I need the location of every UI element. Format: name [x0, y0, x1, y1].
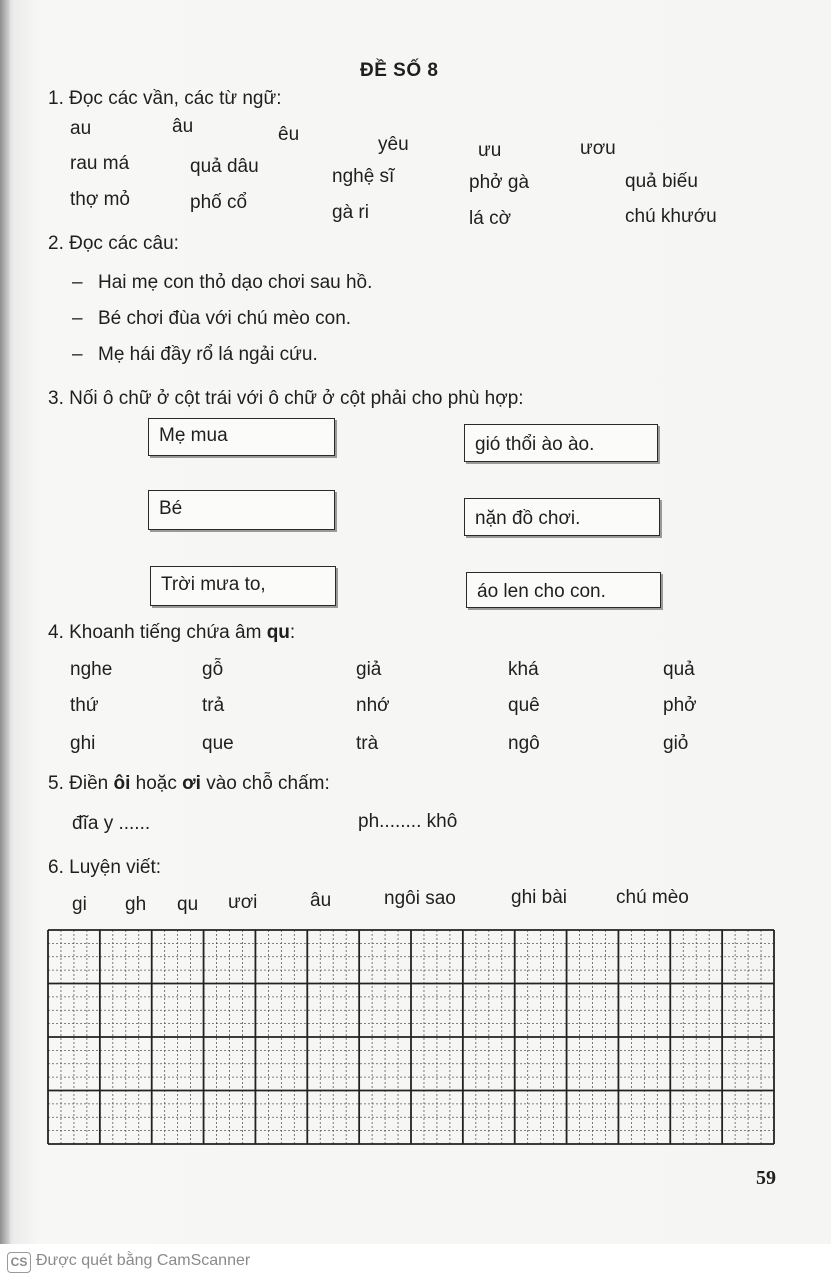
q5-heading — [48, 773, 330, 795]
dash-bullet: – — [72, 344, 83, 365]
q4-heading-bold: qu — [266, 622, 290, 643]
q4-word[interactable]: gỗ — [202, 659, 224, 680]
q3-heading: 3. Nối ô chữ ở cột trái với ô chữ ở cột phải cho phù hợp: — [48, 388, 524, 409]
q5-blank-1[interactable]: đĩa y ...... — [72, 813, 151, 834]
camscanner-logo-icon: CS — [7, 1252, 31, 1273]
q1-word: phố cổ — [190, 192, 248, 213]
match-left-box[interactable]: Bé — [148, 490, 335, 530]
q5-option-2: ơi — [182, 773, 201, 794]
q1-vowel: ưu — [478, 140, 502, 161]
q6-item: âu — [310, 890, 332, 911]
q1-vowel: au — [70, 118, 92, 139]
q4-word[interactable]: khá — [508, 659, 539, 680]
q1-word: phở gà — [469, 172, 530, 193]
q2-sentence — [72, 344, 318, 366]
q5-heading-mid: hoặc — [130, 773, 183, 794]
q5-heading-prefix: 5. Điền — [48, 773, 114, 794]
page-edge-shadow — [0, 0, 10, 1244]
q1-word: thợ mỏ — [70, 189, 130, 210]
q4-word[interactable]: thứ — [70, 695, 99, 716]
q1-word: chú khướu — [625, 206, 717, 227]
q5-heading-suffix: vào chỗ chấm: — [200, 773, 330, 794]
match-right-box[interactable]: áo len cho con. — [466, 572, 661, 608]
scanner-footer-text: Được quét bằng CamScanner — [36, 1252, 251, 1269]
page-title: ĐỀ SỐ 8 — [360, 60, 439, 81]
q4-word[interactable]: trà — [356, 733, 379, 754]
q1-word: gà ri — [332, 202, 369, 223]
writing-grid[interactable] — [46, 928, 776, 1159]
dash-bullet: – — [72, 272, 83, 293]
q2-sentence-text: Hai mẹ con thỏ dạo chơi sau hồ. — [98, 272, 373, 293]
q6-heading: 6. Luyện viết: — [48, 857, 162, 878]
q5-option-1: ôi — [113, 773, 131, 794]
q1-word: rau má — [70, 153, 130, 174]
match-right-box[interactable]: nặn đồ chơi. — [464, 498, 660, 536]
q4-word[interactable]: giỏ — [663, 733, 689, 754]
q4-heading-suffix: : — [289, 622, 296, 643]
q2-sentence-text: Bé chơi đùa với chú mèo con. — [98, 308, 352, 329]
q4-word[interactable]: quả — [663, 659, 695, 680]
match-right-box[interactable]: gió thổi ào ào. — [464, 424, 658, 462]
dash-bullet: – — [72, 308, 83, 329]
q4-word[interactable]: phở — [663, 695, 697, 716]
q1-vowel: âu — [172, 116, 194, 137]
q4-heading — [48, 622, 295, 644]
q4-word[interactable]: trả — [202, 695, 225, 716]
writing-grid-lines — [46, 928, 776, 1154]
page-number: 59 — [756, 1167, 776, 1189]
match-left-box[interactable]: Trời mưa to, — [150, 566, 336, 606]
q2-sentence-text: Mẹ hái đầy rổ lá ngải cứu. — [98, 344, 318, 365]
q4-word[interactable]: que — [202, 733, 234, 754]
q2-sentence — [72, 308, 351, 330]
q4-word[interactable]: nhớ — [356, 695, 390, 716]
q1-vowel: yêu — [378, 134, 409, 155]
q6-item: gh — [125, 894, 147, 915]
q6-item: ngôi sao — [384, 888, 456, 909]
q1-word: quả dâu — [190, 156, 259, 177]
q1-word: quả biếu — [625, 171, 698, 192]
q4-word[interactable]: ghi — [70, 733, 96, 754]
q1-vowel: êu — [278, 124, 300, 145]
q4-word[interactable]: giả — [356, 659, 382, 680]
q6-item: chú mèo — [616, 887, 689, 908]
match-left-box[interactable]: Mẹ mua — [148, 418, 335, 456]
q6-item: qu — [177, 894, 199, 915]
scanner-footer — [0, 1244, 831, 1280]
q4-word[interactable]: nghe — [70, 659, 113, 680]
q6-item: ghi bài — [511, 887, 567, 908]
q4-word[interactable]: ngô — [508, 733, 540, 754]
q1-heading: 1. Đọc các vần, các từ ngữ: — [48, 88, 282, 109]
q2-sentence — [72, 272, 372, 294]
q4-word[interactable]: quê — [508, 695, 540, 716]
q6-item: gi — [72, 894, 87, 915]
q1-word: lá cờ — [469, 208, 512, 229]
q4-heading-prefix: 4. Khoanh tiếng chứa âm — [48, 622, 267, 643]
q2-heading: 2. Đọc các câu: — [48, 233, 179, 254]
q6-item: ươi — [228, 892, 258, 913]
q5-blank-2[interactable]: ph........ khô — [358, 811, 458, 832]
q1-vowel: ươu — [580, 138, 616, 159]
q1-word: nghệ sĩ — [332, 166, 395, 187]
